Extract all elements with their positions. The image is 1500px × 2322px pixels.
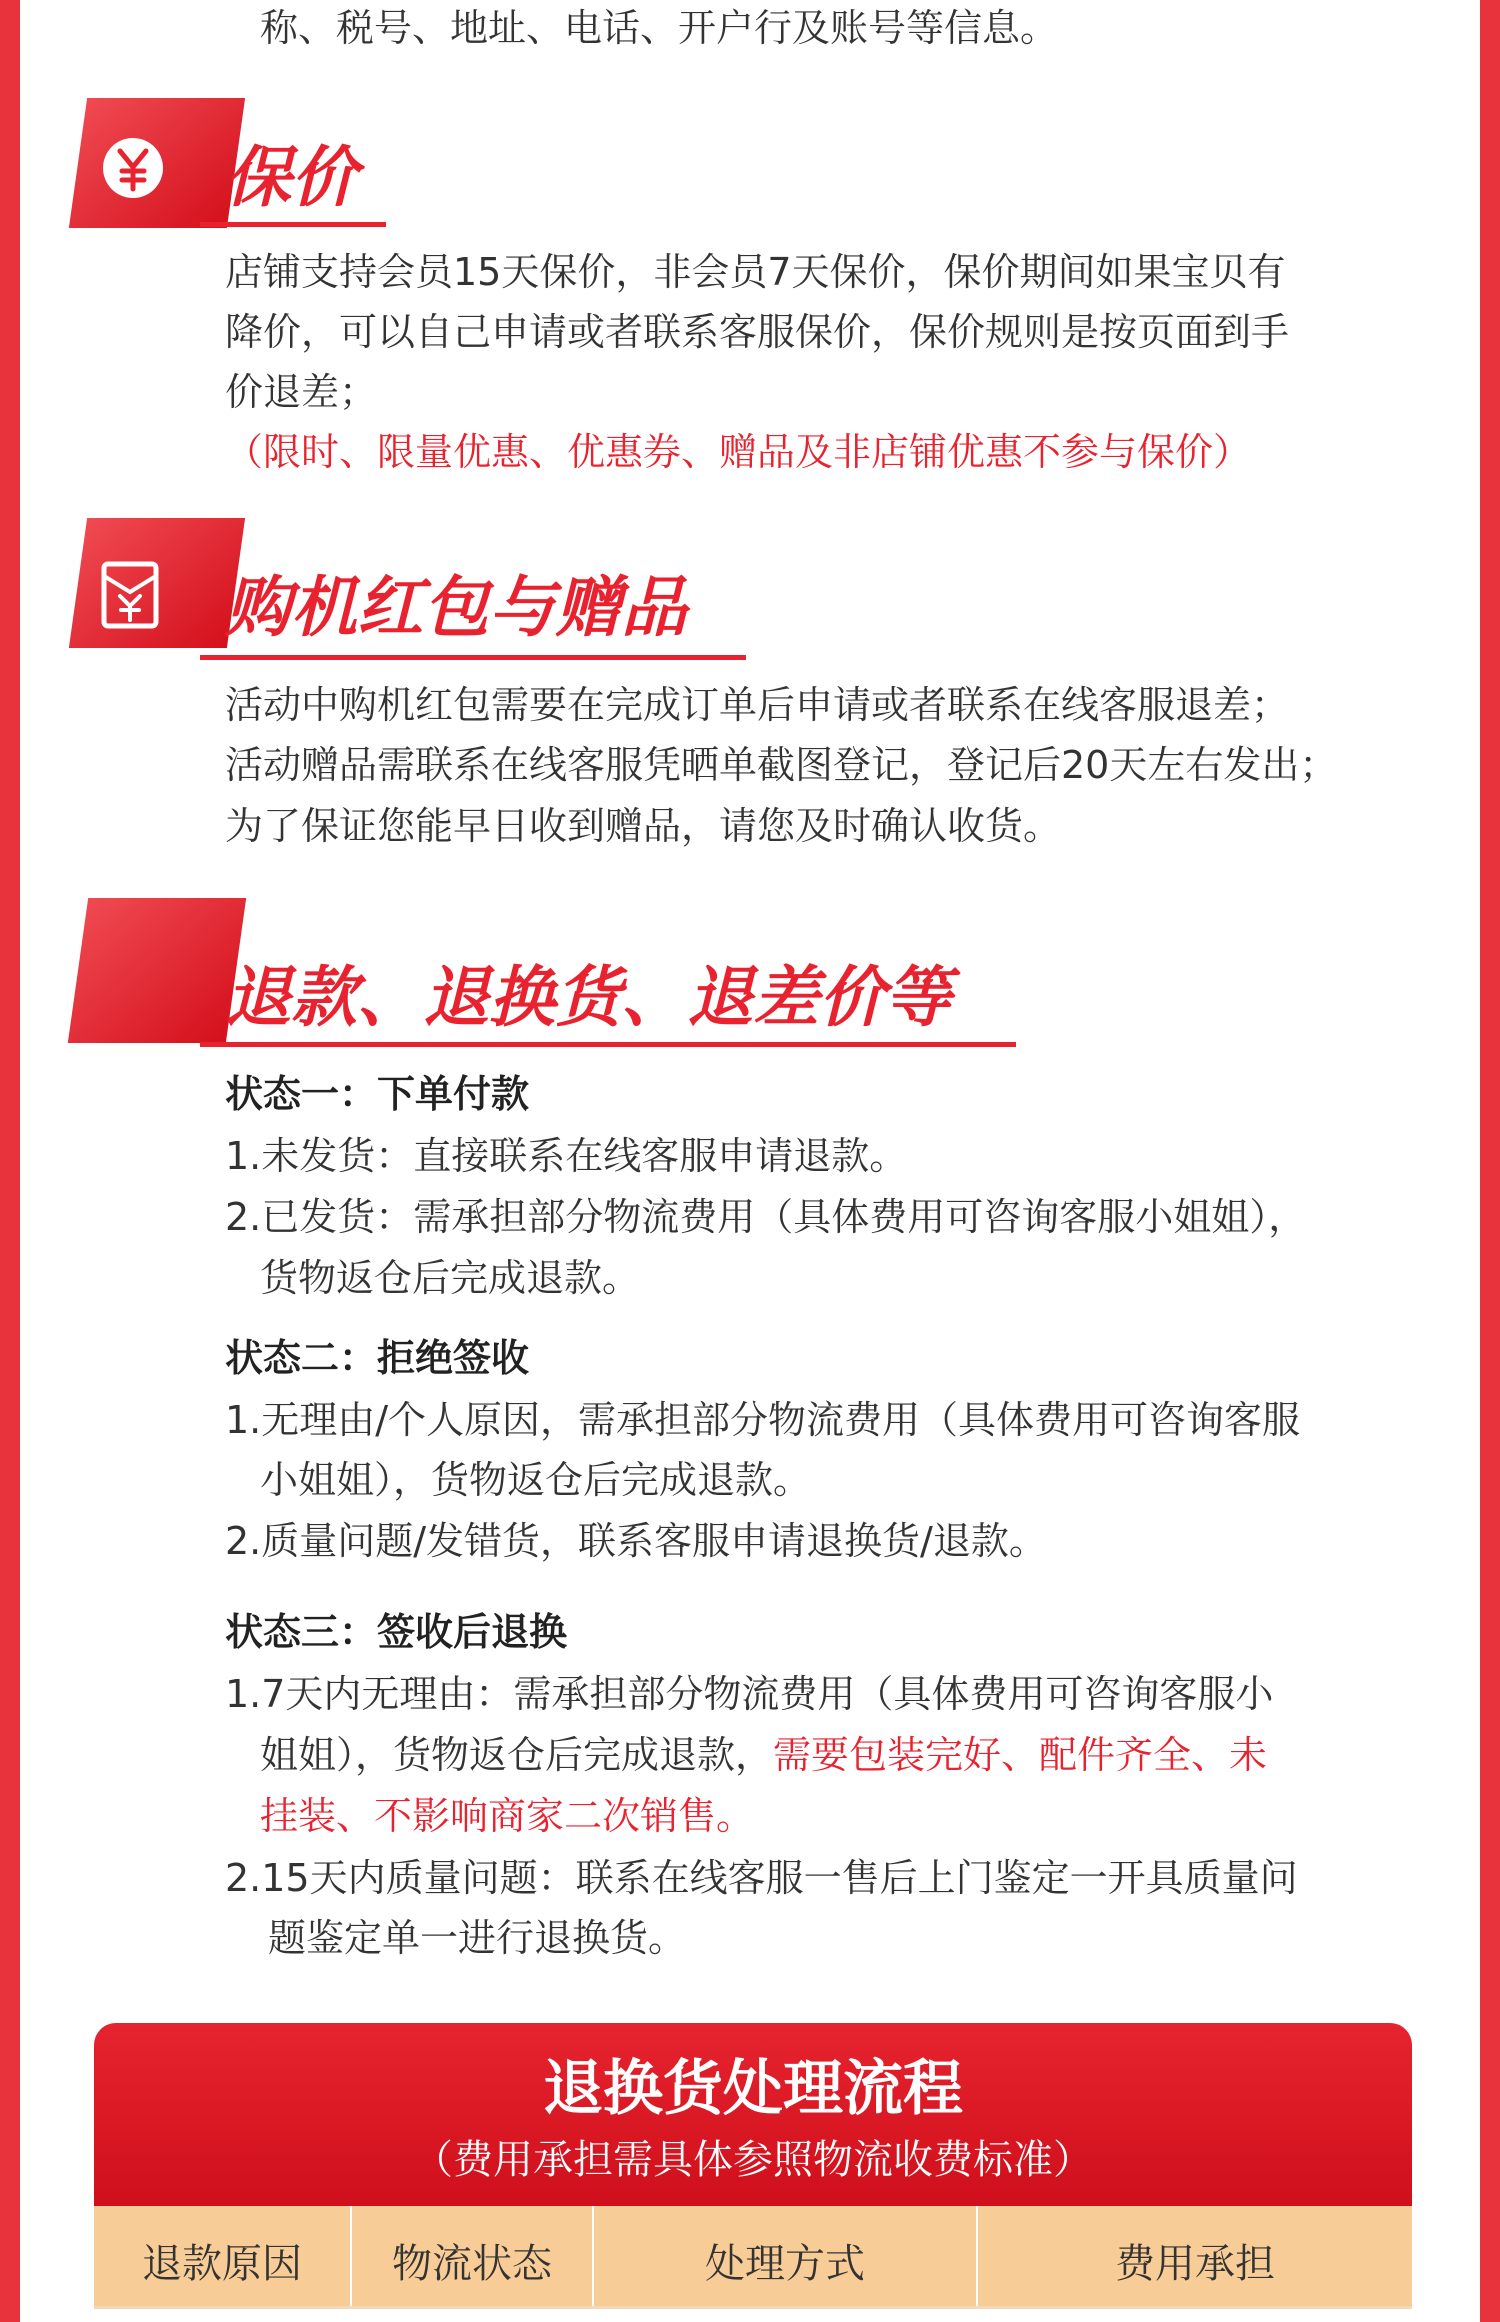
state-3-item-1a: 1.7天内无理由：需承担部分物流费用（具体费用可咨询客服小 bbox=[225, 1672, 1274, 1716]
price-protection-title: 保价 bbox=[225, 139, 357, 216]
column-logistics-status: 物流状态 bbox=[392, 2241, 552, 2287]
price-protection-line-3: 价退差； bbox=[225, 370, 378, 414]
table-divider bbox=[592, 2206, 594, 2322]
price-protection-underline bbox=[200, 222, 386, 227]
refunds-title: 退款、退换货、退差价等 bbox=[225, 959, 951, 1036]
gifts-line-2: 活动赠品需联系在线客服凭晒单截图登记，登记后20天左右发出； bbox=[225, 743, 1338, 787]
flow-title: 退换货处理流程 bbox=[543, 2054, 963, 2124]
state-3-heading: 状态三：签收后退换 bbox=[225, 1610, 568, 1654]
red-envelope-icon bbox=[98, 560, 162, 630]
price-protection-line-1: 店铺支持会员15天保价，非会员7天保价，保价期间如果宝贝有 bbox=[225, 250, 1286, 294]
flow-table-header bbox=[94, 2206, 1412, 2322]
state-3-item-1b-text: 姐姐），货物返仓后完成退款， bbox=[260, 1733, 774, 1777]
state-2-heading: 状态二：拒绝签收 bbox=[225, 1336, 530, 1380]
column-handling-method: 处理方式 bbox=[705, 2241, 865, 2287]
intro-text: 称、税号、地址、电话、开户行及账号等信息。 bbox=[260, 6, 1059, 50]
refunds-underline bbox=[200, 1042, 1016, 1047]
table-divider bbox=[976, 2206, 978, 2322]
state-3-item-2b: 题鉴定单一进行退换货。 bbox=[268, 1916, 687, 1960]
table-row bbox=[94, 2306, 1412, 2322]
gifts-line-1: 活动中购机红包需要在完成订单后申请或者联系在线客服退差； bbox=[225, 683, 1290, 727]
state-3-item-1b bbox=[260, 1725, 1267, 1785]
state-2-item-2: 2.质量问题/发错货，联系客服申请退换货/退款。 bbox=[225, 1519, 1047, 1563]
gifts-title: 购机红包与赠品 bbox=[225, 569, 687, 646]
refunds-badge bbox=[68, 898, 246, 1043]
content-card bbox=[20, 0, 1480, 2322]
state-3-item-1b-red: 需要包装完好、配件齐全、未 bbox=[773, 1733, 1268, 1777]
flow-header bbox=[94, 2023, 1412, 2206]
state-2-item-1b: 小姐姐），货物返仓后完成退款。 bbox=[260, 1458, 812, 1502]
state-1-item-2b: 货物返仓后完成退款。 bbox=[260, 1256, 641, 1300]
price-protection-note: （限时、限量优惠、优惠券、赠品及非店铺优惠不参与保价） bbox=[225, 430, 1252, 474]
state-1-heading: 状态一：下单付款 bbox=[225, 1072, 530, 1116]
yen-circle-icon bbox=[98, 133, 168, 203]
column-refund-reason: 退款原因 bbox=[142, 2241, 302, 2287]
state-1-item-2a: 2.已发货：需承担部分物流费用（具体费用可咨询客服小姐姐）， bbox=[225, 1195, 1307, 1239]
table-divider bbox=[350, 2206, 352, 2322]
state-1-item-1: 1.未发货：直接联系在线客服申请退款。 bbox=[225, 1134, 908, 1178]
column-cost-bearing: 费用承担 bbox=[1115, 2241, 1275, 2287]
state-3-item-2a: 2.15天内质量问题：联系在线客服一售后上门鉴定一开具质量问 bbox=[225, 1856, 1298, 1900]
gifts-line-3: 为了保证您能早日收到赠品，请您及时确认收货。 bbox=[225, 804, 1062, 848]
state-3-item-1c: 挂装、不影响商家二次销售。 bbox=[260, 1794, 755, 1838]
gifts-underline bbox=[200, 655, 746, 660]
flow-subtitle: （费用承担需具体参照物流收费标准） bbox=[413, 2137, 1093, 2183]
price-protection-line-2: 降价，可以自己申请或者联系客服保价，保价规则是按页面到手 bbox=[225, 310, 1290, 354]
state-2-item-1a: 1.无理由/个人原因，需承担部分物流费用（具体费用可咨询客服 bbox=[225, 1398, 1301, 1442]
